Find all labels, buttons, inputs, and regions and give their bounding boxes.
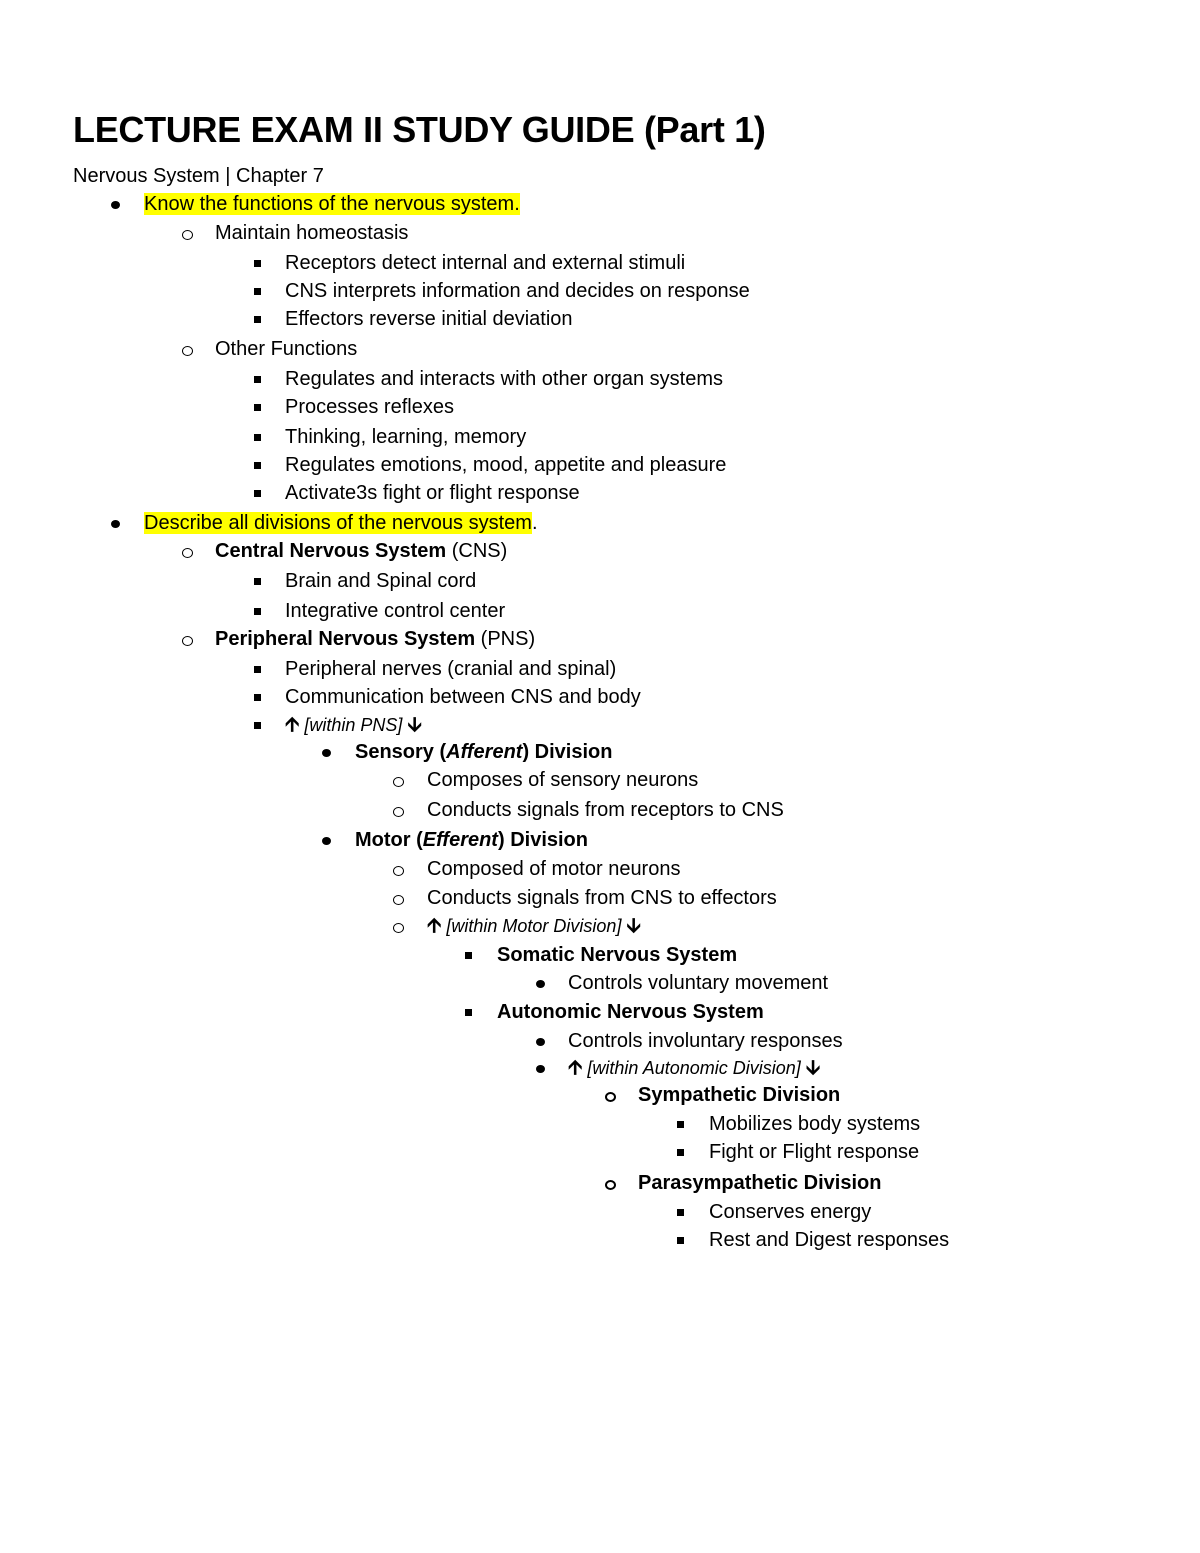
list-item (0, 305, 1100, 334)
bullet-dot-icon (318, 738, 338, 767)
item-text: Composes of sensory neurons (427, 769, 699, 791)
list-item (0, 393, 1100, 422)
list-item (0, 1027, 1100, 1056)
list-item-within-autonomic (0, 1054, 1100, 1083)
bullet-square-icon (250, 655, 270, 684)
motor-pre: Motor ( (355, 829, 423, 851)
outline-item-sympathetic (0, 1081, 1100, 1110)
outline-item-functions (0, 190, 1100, 219)
bullet-square-icon (250, 277, 270, 306)
page-title: LECTURE EXAM II STUDY GUIDE (Part 1) (73, 109, 766, 150)
pns-name: Peripheral Nervous System (215, 628, 476, 650)
somatic-name: Somatic Nervous System (497, 944, 738, 966)
list-item (0, 1226, 1100, 1255)
arrow-up-icon: 🡩 (568, 1057, 583, 1079)
cns-abbr: (CNS) (446, 540, 508, 562)
bullet-dot-icon (532, 1027, 552, 1056)
highlighted-heading: Know the functions of the nervous system. (144, 193, 520, 215)
bullet-square-icon (250, 683, 270, 712)
bullet-dot-icon (532, 969, 552, 998)
bullet-dot-icon (107, 190, 127, 219)
arrow-up-icon: 🡩 (427, 915, 442, 937)
cns-name: Central Nervous System (215, 540, 447, 562)
arrow-down-icon: 🡫 (626, 915, 641, 937)
sensory-post: ) Division (522, 741, 613, 763)
motor-term: Efferent (422, 829, 498, 851)
list-item (0, 884, 1100, 913)
item-text: Regulates and interacts with other organ systems (285, 368, 723, 390)
bullet-ring-icon (180, 335, 200, 364)
item-text: Receptors detect internal and external stimuli (285, 252, 686, 274)
motor-post: ) Division (497, 829, 588, 851)
item-text: Controls involuntary responses (568, 1030, 843, 1052)
item-text: CNS interprets information and decides on response (285, 280, 750, 302)
list-item (0, 1110, 1100, 1139)
item-text: Activate3s fight or flight response (285, 482, 580, 504)
bullet-square-icon (673, 1138, 693, 1167)
bullet-square-icon (250, 567, 270, 596)
highlighted-heading: Describe all divisions of the nervous system (144, 512, 532, 534)
list-item (0, 567, 1100, 596)
list-item (0, 969, 1100, 998)
bullet-square-icon (673, 1110, 693, 1139)
outline-item-sensory (0, 738, 1100, 767)
bullet-ring-bold-icon (603, 1081, 623, 1110)
list-item (0, 597, 1100, 626)
list-item-within-pns (0, 711, 1100, 740)
item-text: Regulates emotions, mood, appetite and pleasure (285, 454, 727, 476)
sympathetic-name: Sympathetic Division (638, 1084, 841, 1106)
bullet-square-icon (250, 305, 270, 334)
bullet-dot-icon (107, 509, 127, 538)
item-label: Other Functions (215, 338, 358, 360)
list-item (0, 683, 1100, 712)
bullet-ring-icon (180, 219, 200, 248)
bullet-ring-icon (180, 537, 200, 566)
bullet-square-icon (250, 597, 270, 626)
sensory-term: Afferent (446, 741, 523, 763)
item-text: Conserves energy (709, 1201, 872, 1223)
bullet-dot-icon (532, 1054, 552, 1083)
item-text: Mobilizes body systems (709, 1113, 921, 1135)
bullet-square-icon (250, 711, 270, 740)
bullet-ring-icon (180, 625, 200, 654)
outline-item-autonomic (0, 998, 1100, 1027)
arrow-up-icon: 🡩 (285, 714, 300, 736)
parasympathetic-name: Parasympathetic Division (638, 1172, 882, 1194)
list-item (0, 365, 1100, 394)
bullet-ring-icon (391, 796, 411, 825)
bullet-square-icon (250, 423, 270, 452)
item-text: Communication between CNS and body (285, 686, 641, 708)
bullet-square-icon (673, 1226, 693, 1255)
within-note: [within PNS] (304, 715, 403, 735)
bullet-ring-icon (391, 766, 411, 795)
item-text: Conducts signals from CNS to effectors (427, 887, 777, 909)
list-item-within-motor (0, 912, 1100, 941)
item-text: Processes reflexes (285, 396, 454, 418)
bullet-square-icon (461, 998, 481, 1027)
within-note: [within Autonomic Division] (587, 1058, 801, 1078)
list-item (0, 855, 1100, 884)
outline-item-somatic (0, 941, 1100, 970)
item-text: Rest and Digest responses (709, 1229, 950, 1251)
arrow-down-icon: 🡫 (407, 714, 422, 736)
list-item (0, 423, 1100, 452)
list-item (0, 479, 1100, 508)
page-subtitle: Nervous System | Chapter 7 (73, 165, 324, 187)
outline-item-cns (0, 537, 1100, 566)
pns-abbr: (PNS) (475, 628, 536, 650)
item-text: Fight or Flight response (709, 1141, 920, 1163)
bullet-square-icon (250, 365, 270, 394)
bullet-dot-icon (318, 826, 338, 855)
list-item (0, 277, 1100, 306)
bullet-ring-icon (391, 912, 411, 941)
bullet-ring-icon (391, 884, 411, 913)
arrow-down-icon: 🡫 (805, 1057, 821, 1079)
list-item (0, 655, 1100, 684)
bullet-square-icon (250, 393, 270, 422)
outline-item-motor (0, 826, 1100, 855)
list-item (0, 451, 1100, 480)
outline-item-other (0, 335, 1100, 364)
item-text: Brain and Spinal cord (285, 570, 477, 592)
bullet-square-icon (250, 249, 270, 278)
autonomic-name: Autonomic Nervous System (497, 1001, 764, 1023)
item-text: Effectors reverse initial deviation (285, 308, 573, 330)
sensory-pre: Sensory ( (355, 741, 447, 763)
list-item (0, 796, 1100, 825)
list-item (0, 1138, 1100, 1167)
bullet-ring-icon (391, 855, 411, 884)
outline-item-divisions (0, 509, 1100, 538)
outline-item-parasympathetic (0, 1169, 1100, 1198)
item-label: Maintain homeostasis (215, 222, 409, 244)
within-note: [within Motor Division] (446, 916, 622, 936)
item-text: Controls voluntary movement (568, 972, 829, 994)
item-text: Composed of motor neurons (427, 858, 681, 880)
bullet-square-icon (250, 479, 270, 508)
bullet-square-icon (250, 451, 270, 480)
item-text: Integrative control center (285, 600, 506, 622)
bullet-ring-bold-icon (603, 1169, 623, 1198)
bullet-square-icon (673, 1198, 693, 1227)
item-text: Conducts signals from receptors to CNS (427, 799, 784, 821)
bullet-square-icon (461, 941, 481, 970)
list-item (0, 766, 1100, 795)
list-item (0, 1198, 1100, 1227)
outline-item-pns (0, 625, 1100, 654)
heading-period: . (531, 512, 538, 534)
item-text: Thinking, learning, memory (285, 426, 527, 448)
outline-item-maintain (0, 219, 1100, 248)
item-text: Peripheral nerves (cranial and spinal) (285, 658, 617, 680)
list-item (0, 249, 1100, 278)
